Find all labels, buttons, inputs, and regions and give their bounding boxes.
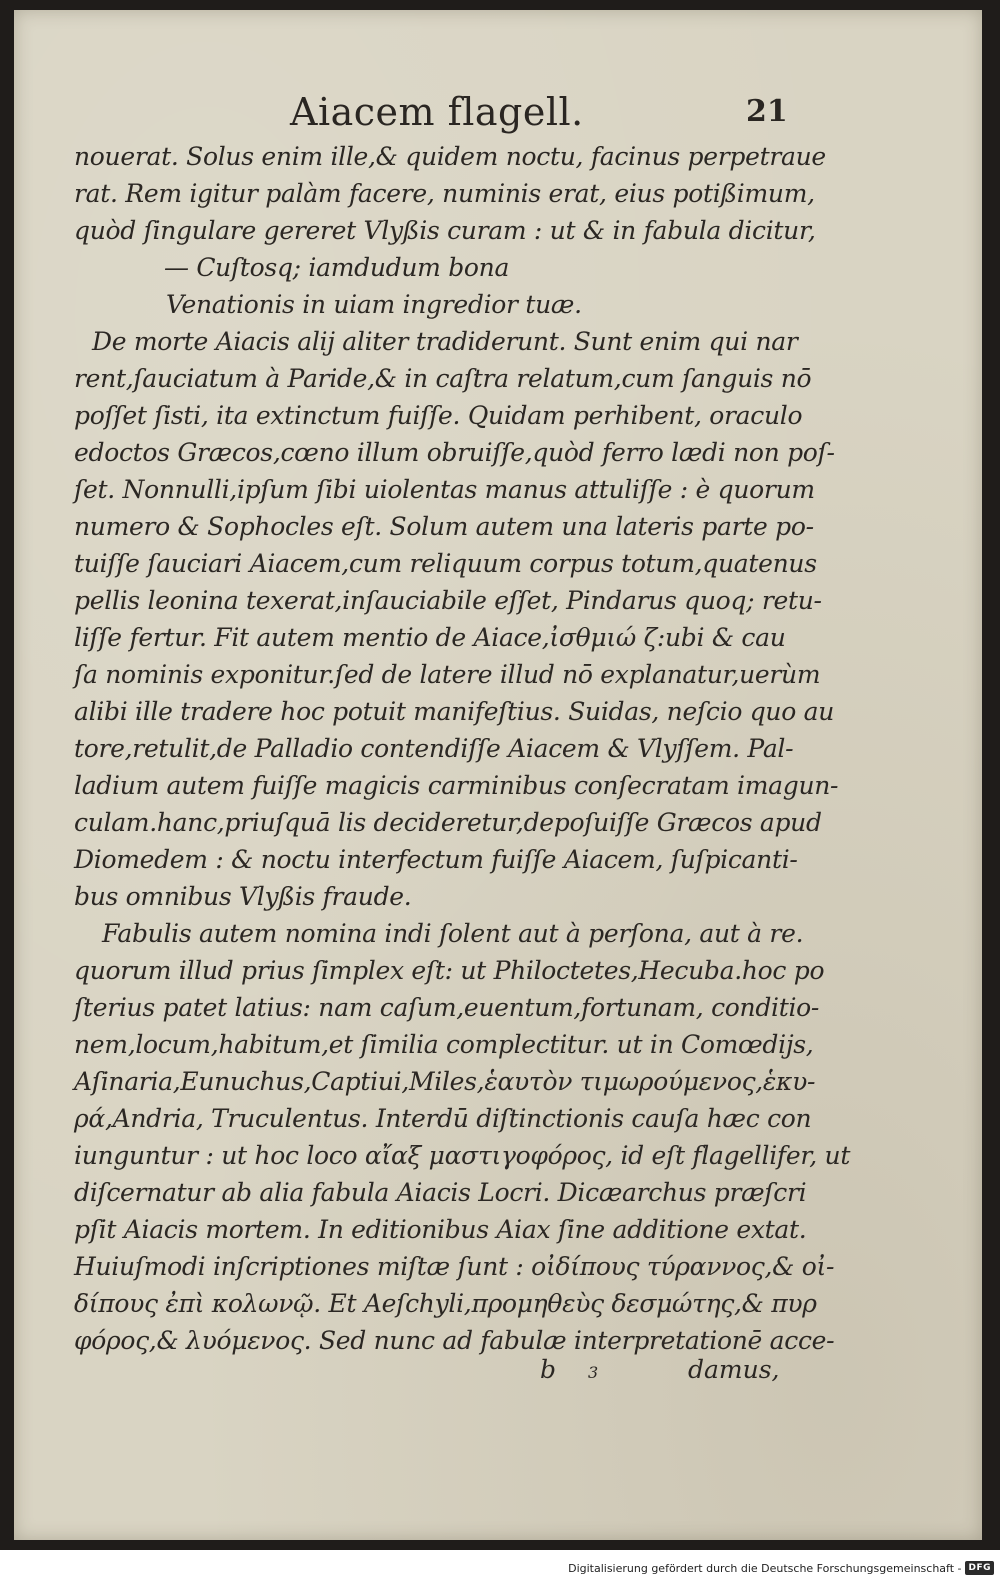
text-line: poſſet ſisti, ita extinctum fuiſſe. Quidam perhibent, oraculo — [74, 401, 803, 430]
text-line: tore,retulit,de Palladio contendiſſe Aiacem & Vlyſſem. Pal- — [74, 734, 794, 763]
text-line: liſſe fertur. Fit autem mentio de Aiace,ἰσθμιώ ζ:ubi & cau — [74, 623, 786, 652]
paragraph-start-line: De morte Aiacis alij aliter tradiderunt. Sunt enim qui nar — [92, 327, 798, 356]
text-line: alibi ille tradere hoc potuit manifeſtius. Suidas, neſcio quo au — [74, 697, 835, 726]
text-line: quorum illud prius ſimplex eſt: ut Philoctetes,Hecuba.hoc po — [74, 956, 825, 985]
running-title: Aiacem flagell. — [290, 90, 584, 134]
text-line: rent,ſauciatum à Paride,& in caſtra relatum,cum ſanguis nō — [74, 364, 812, 393]
text-line: quòd ſingulare gereret Vlyßis curam : ut & in fabula dicitur, — [74, 216, 816, 245]
text-line: ſet. Nonnulli,ipſum ſibi uiolentas manus attuliſſe : è quorum — [74, 475, 815, 504]
text-line: Aſinaria,Eunuchus,Captiui,Miles,ἑαυτὸν τιμωρούμενος,ἑκυ- — [74, 1067, 816, 1096]
text-line: edoctos Græcos,cœno illum obruiſſe,quòd ferro lædi non poſ- — [74, 438, 835, 467]
text-line: ſa nominis exponitur.ſed de latere illud nō explanatur,uerùm — [74, 660, 821, 689]
signature-mark: b — [540, 1355, 557, 1384]
catchword: damus, — [688, 1355, 780, 1384]
text-line: ſterius patet latius: nam caſum,euentum,fortunam, conditio- — [74, 993, 820, 1022]
text-line: Huiuſmodi inſcriptiones miſtæ ſunt : οἰδίπους τύραννος,& οἰ- — [74, 1252, 835, 1281]
dfg-logo-icon: DFG — [965, 1561, 994, 1575]
text-line: diſcernatur ab alia fabula Aiacis Locri. Dicæarchus præſcri — [74, 1178, 807, 1207]
text-line: rat. Rem igitur palàm facere, numinis erat, eius potißimum, — [74, 179, 815, 208]
verse-line: Venationis in uiam ingredior tuæ. — [166, 290, 582, 319]
page-header — [14, 88, 982, 136]
book-page — [14, 10, 982, 1540]
text-line: δίπους ἐπὶ κολωνῷ. Et Aeſchyli,προμηθεὺς δεσμώτης,& πυρ — [74, 1289, 817, 1318]
body-text — [74, 138, 934, 1359]
page-number: 21 — [746, 94, 788, 129]
text-line: numero & Sophocles eſt. Solum autem una lateris parte po- — [74, 512, 814, 541]
text-line: iunguntur : ut hoc loco αἴαξ μαστιγοφόρος, id eſt flagellifer, ut — [74, 1141, 851, 1170]
text-line: nouerat. Solus enim ille,& quidem noctu, facinus perpetraue — [74, 142, 826, 171]
text-line: φόρος,& λυόμενος. Sed nunc ad fabulæ interpretationē acce- — [74, 1326, 835, 1355]
signature-number: 3 — [588, 1363, 599, 1382]
text-line: ρά,Andria, Truculentus. Interdū diſtinctionis cauſa hæc con — [74, 1104, 812, 1133]
verse-line: — Cuſtosq; iamdudum bona — [164, 253, 510, 282]
page-footer — [14, 1355, 982, 1395]
paragraph-start-line: Fabulis autem nomina indi ſolent aut à perſona, aut à re. — [102, 919, 804, 948]
text-line: bus omnibus Vlyßis fraude. — [74, 882, 412, 911]
credit-text: Digitalisierung gefördert durch die Deutsche Forschungsgemeinschaft - — [568, 1561, 962, 1575]
text-line: tuiſſe ſauciari Aiacem,cum reliquum corpus totum,quatenus — [74, 549, 817, 578]
digitization-credit — [568, 1557, 994, 1579]
text-line: nem,locum,habitum,et ſimilia complectitur. ut in Comœdijs, — [74, 1030, 814, 1059]
text-line: pellis leonina texerat,inſauciabile eſſet, Pindarus quoq; retu- — [74, 586, 822, 615]
text-line: ladium autem fuiſſe magicis carminibus conſecratam imagun- — [74, 771, 839, 800]
text-line: culam.hanc,priuſquā lis decideretur,depoſuiſſe Græcos apud — [74, 808, 822, 837]
text-line: Diomedem : & noctu interfectum fuiſſe Aiacem, ſuſpicanti- — [74, 845, 798, 874]
text-line: pſit Aiacis mortem. In editionibus Aiax ſine additione extat. — [74, 1215, 807, 1244]
